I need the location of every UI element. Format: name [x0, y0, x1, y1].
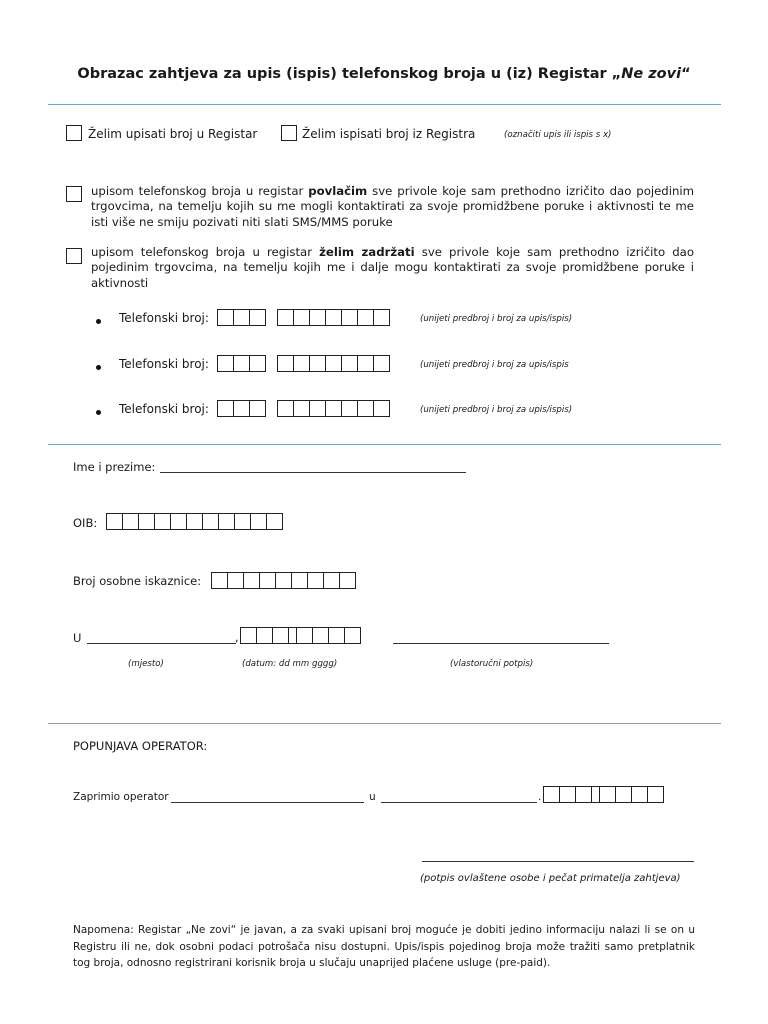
operator-signature-line[interactable] — [422, 861, 694, 862]
name-label: Ime i prezime: — [73, 460, 156, 474]
option-note: (označiti upis ili ispis s x) — [504, 130, 612, 140]
divider — [48, 723, 721, 724]
phone-note-3: (unijeti predbroj i broj za upis/ispis) — [420, 405, 573, 415]
date-note: (datum: dd mm gggg) — [242, 659, 338, 669]
received-label: Zaprimio operator — [73, 791, 169, 803]
form-title: Obrazac zahtjeva za upis (ispis) telefonskog broja u (iz) Registar „Ne zovi“ — [77, 66, 691, 82]
phone-label-1: Telefonski broj: — [119, 311, 209, 325]
keep-consent-text: upisom telefonskog broja u registar želim zadržati sve privole koje sam prethodno izričito dao pojedinim trgovcima, na temelju kojih me i dalje mogu kontaktirati za svoje promidžbene poruke i aktivnosti — [91, 245, 694, 290]
keep-consent-checkbox[interactable] — [66, 248, 82, 264]
upis-label: Želim upisati broj u Registar — [88, 127, 258, 141]
phone-number-input-3[interactable] — [277, 400, 390, 417]
phone-label-3: Telefonski broj: — [119, 402, 209, 416]
ispis-checkbox[interactable] — [281, 125, 297, 141]
date-year-input[interactable] — [296, 627, 361, 644]
received-date-year-input[interactable] — [599, 786, 664, 803]
phone-note-2: (unijeti predbroj i broj za upis/ispis — [420, 360, 569, 370]
place-input-line[interactable] — [87, 643, 236, 644]
upis-checkbox[interactable] — [66, 125, 82, 141]
phone-label-2: Telefonski broj: — [119, 357, 209, 371]
id-card-label: Broj osobne iskaznice: — [73, 574, 202, 588]
divider — [48, 104, 721, 105]
operator-heading: POPUNJAVA OPERATOR: — [73, 739, 208, 753]
bullet — [96, 410, 101, 415]
place-prefix: U — [73, 631, 82, 645]
signature-note: (vlastoručni potpis) — [450, 659, 534, 669]
oib-label: OIB: — [73, 516, 98, 530]
received-place-line[interactable] — [381, 802, 537, 803]
signature-line[interactable] — [393, 643, 609, 644]
received-operator-line[interactable] — [171, 802, 364, 803]
divider — [48, 444, 721, 445]
bullet — [96, 319, 101, 324]
bullet — [96, 365, 101, 370]
in-label: u — [369, 791, 376, 803]
phone-number-input-1[interactable] — [277, 309, 390, 326]
phone-prefix-input-2[interactable] — [217, 355, 266, 372]
ispis-label: Želim ispisati broj iz Registra — [302, 127, 476, 141]
place-note: (mjesto) — [128, 659, 164, 669]
name-input-line[interactable] — [160, 472, 466, 473]
footer-note: Napomena: Registar „Ne zovi“ je javan, a za svaki upisani broj moguće je dobiti jedino informaciju nalazi li se on u Registru ili ne, dok osobni podaci potrošača nisu dostupni. Upis/ispis pojedinog broja može tražiti samo pretplatnik tog broja, odnosno registrirani korisnik broja u slučaju unaprijed plaćene usluge (pre-paid). — [73, 924, 695, 969]
phone-prefix-input-3[interactable] — [217, 400, 266, 417]
phone-number-input-2[interactable] — [277, 355, 390, 372]
comma: . — [538, 791, 542, 803]
withdraw-consent-text: upisom telefonskog broja u registar povlačim sve privole koje sam prethodno izričito dao pojedinim trgovcima, na temelju kojih su me mogli kontaktirati za svoje promidžbene poruke i aktivnosti te me isti više ne smiju pozivati niti slati SMS/MMS poruke — [91, 184, 694, 229]
withdraw-consent-checkbox[interactable] — [66, 186, 82, 202]
phone-prefix-input-1[interactable] — [217, 309, 266, 326]
comma: , — [235, 630, 239, 644]
stamp-note: (potpis ovlaštene osobe i pečat primatelja zahtjeva) — [420, 873, 681, 884]
oib-input[interactable] — [106, 513, 283, 530]
phone-note-1: (unijeti predbroj i broj za upis/ispis) — [420, 314, 573, 324]
id-card-input[interactable] — [211, 572, 356, 589]
